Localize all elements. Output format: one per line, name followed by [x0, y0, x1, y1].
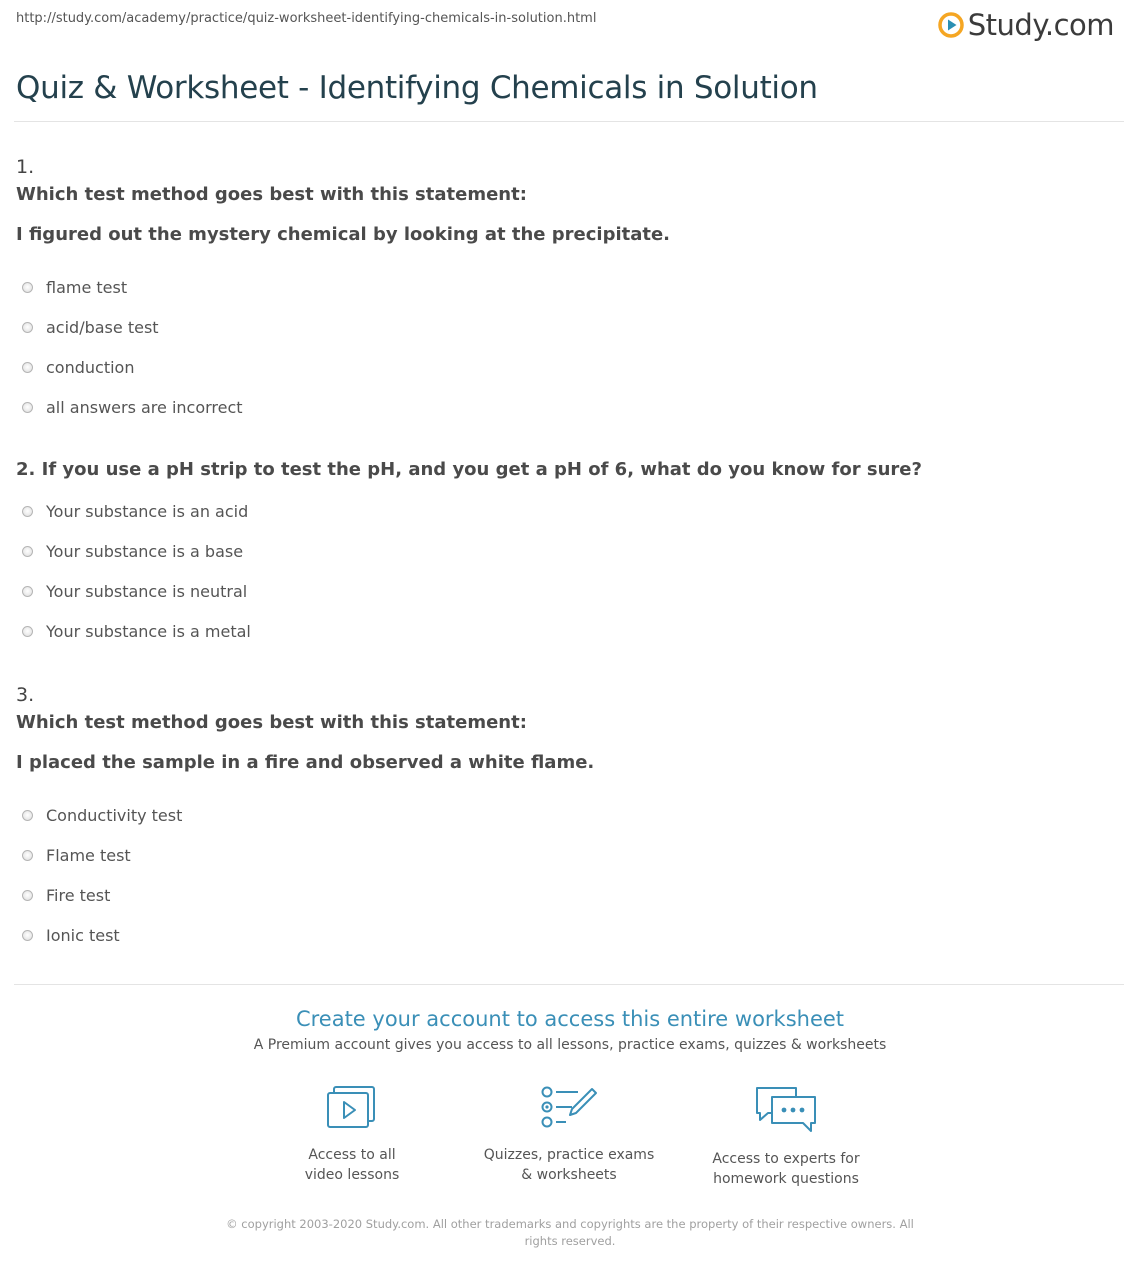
option-label: all answers are incorrect	[46, 398, 243, 417]
radio-button[interactable]	[22, 850, 33, 861]
answer-option[interactable]	[22, 502, 248, 521]
radio-button[interactable]	[22, 586, 33, 597]
quiz-checklist-icon	[540, 1085, 598, 1131]
question-number: 1.	[16, 156, 35, 178]
option-label: Your substance is an acid	[46, 502, 249, 521]
option-label: acid/base test	[46, 318, 159, 337]
question-statement: I placed the sample in a fire and observed a white flame.	[16, 752, 595, 773]
content-divider	[14, 984, 1124, 985]
logo-text: Study.com	[967, 8, 1114, 42]
radio-button[interactable]	[22, 930, 33, 941]
create-account-link[interactable]: Create your account to access this entire worksheet	[295, 1007, 845, 1031]
answer-option[interactable]	[22, 926, 120, 945]
feature-label: Access to experts for homework questions	[712, 1151, 860, 1187]
option-label: flame test	[46, 278, 128, 297]
answer-option[interactable]	[22, 582, 247, 601]
radio-button[interactable]	[22, 402, 33, 413]
option-label: Fire test	[46, 886, 111, 905]
answer-option[interactable]	[22, 806, 182, 825]
radio-button[interactable]	[22, 890, 33, 901]
question-prompt: Which test method goes best with this statement:	[16, 184, 527, 205]
radio-button[interactable]	[22, 546, 33, 557]
answer-option[interactable]	[22, 358, 134, 377]
answer-option[interactable]	[22, 846, 131, 865]
feature-quizzes	[469, 1085, 669, 1185]
feature-label: Access to all video lessons	[304, 1147, 400, 1183]
option-label: Your substance is a base	[46, 542, 244, 561]
option-label: conduction	[46, 358, 135, 377]
radio-button[interactable]	[22, 810, 33, 821]
question-prompt: 2. If you use a pH strip to test the pH, and you get a pH of 6, what do you know for sure?	[16, 459, 922, 480]
answer-option[interactable]	[22, 318, 159, 337]
radio-button[interactable]	[22, 506, 33, 517]
video-lessons-icon	[326, 1085, 378, 1131]
feature-video-lessons	[252, 1085, 452, 1185]
option-label: Your substance is a metal	[46, 622, 251, 641]
study-logo[interactable]	[938, 6, 1114, 44]
answer-option[interactable]	[22, 622, 251, 641]
title-divider	[14, 121, 1124, 122]
radio-button[interactable]	[22, 282, 33, 293]
question-number: 3.	[16, 684, 35, 706]
radio-button[interactable]	[22, 322, 33, 333]
feature-label: Quizzes, practice exams & worksheets	[483, 1147, 655, 1183]
option-label: Ionic test	[46, 926, 120, 945]
page-title: Quiz & Worksheet - Identifying Chemicals in Solution	[16, 70, 818, 106]
question-prompt: Which test method goes best with this statement:	[16, 712, 527, 733]
feature-experts	[686, 1085, 886, 1189]
copyright-footer: © copyright 2003-2020 Study.com. All other trademarks and copyrights are the property of their respective owners. All rights reserved.	[226, 1217, 914, 1248]
radio-button[interactable]	[22, 362, 33, 373]
answer-option[interactable]	[22, 278, 127, 297]
question-statement: I figured out the mystery chemical by looking at the precipitate.	[16, 224, 671, 245]
radio-button[interactable]	[22, 626, 33, 637]
option-label: Your substance is neutral	[46, 582, 248, 601]
option-label: Conductivity test	[46, 806, 183, 825]
option-label: Flame test	[46, 846, 131, 865]
answer-option[interactable]	[22, 886, 110, 905]
chat-bubbles-icon	[754, 1085, 818, 1135]
answer-option[interactable]	[22, 398, 243, 417]
play-logo-icon	[938, 12, 964, 38]
answer-option[interactable]	[22, 542, 243, 561]
cta-subtitle: A Premium account gives you access to all lessons, practice exams, quizzes & worksheets	[253, 1037, 887, 1053]
page-url: http://study.com/academy/practice/quiz-worksheet-identifying-chemicals-in-solution.html	[16, 11, 597, 26]
